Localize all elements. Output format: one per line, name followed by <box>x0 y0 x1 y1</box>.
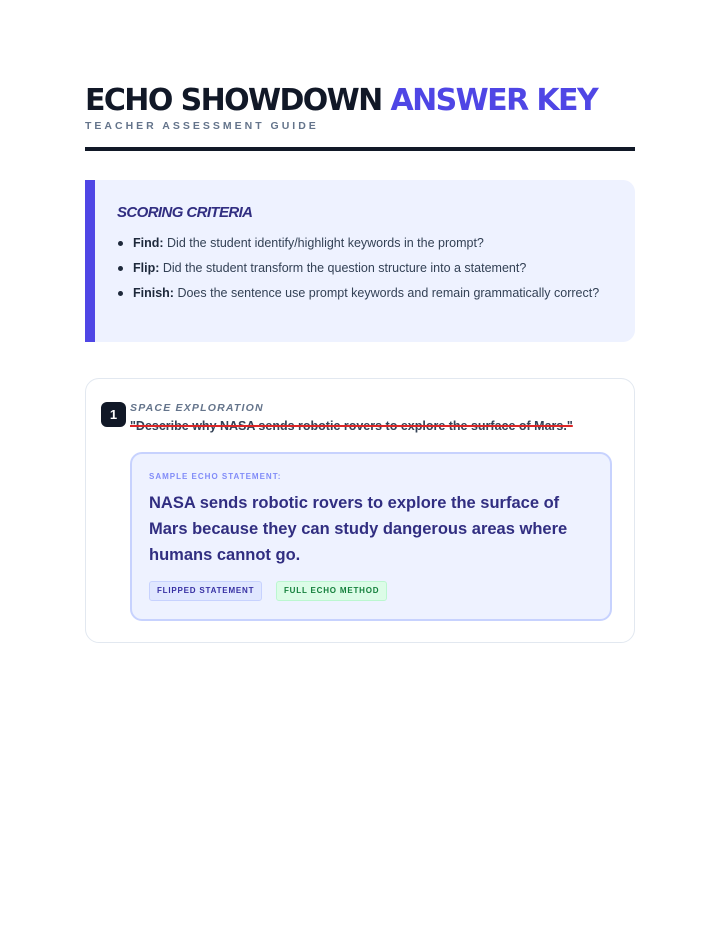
criteria-text: Did the student identify/highlight keywords in the prompt? <box>167 236 484 250</box>
question-number-badge: 1 <box>101 402 126 427</box>
criteria-heading: SCORING CRITERIA <box>117 204 253 221</box>
criteria-list <box>117 234 607 309</box>
page-subtitle: TEACHER ASSESSMENT GUIDE <box>85 120 319 132</box>
title-main: ECHO SHOWDOWN <box>85 83 382 118</box>
criteria-term: Finish: <box>133 286 174 300</box>
question-prompt: "Describe why NASA sends robotic rovers to explore the surface of Mars." <box>130 419 573 433</box>
criteria-text: Does the sentence use prompt keywords and remain grammatically correct? <box>177 286 600 300</box>
page-title <box>85 84 597 118</box>
title-accent: ANSWER KEY <box>390 83 598 118</box>
question-card <box>85 378 635 643</box>
criteria-item-flip <box>117 259 607 277</box>
question-topic: SPACE EXPLORATION <box>130 402 264 414</box>
full-echo-method-tag: FULL ECHO METHOD <box>276 581 387 601</box>
scoring-criteria-box <box>85 180 635 342</box>
criteria-term: Flip: <box>133 261 160 275</box>
bullet-icon <box>118 241 123 246</box>
criteria-item-find <box>117 234 607 252</box>
flipped-statement-tag: FLIPPED STATEMENT <box>149 581 262 601</box>
criteria-text: Did the student transform the question structure into a statement? <box>162 261 527 275</box>
criteria-item-finish <box>117 284 607 302</box>
sample-echo-statement: NASA sends robotic rovers to explore the surface of Mars because they can study dangerous areas where humans cannot go. <box>149 494 568 564</box>
bullet-icon <box>118 291 123 296</box>
sample-answer-box <box>130 452 612 621</box>
criteria-term: Find: <box>133 236 164 250</box>
sample-label: SAMPLE ECHO STATEMENT: <box>149 472 282 481</box>
title-divider <box>85 147 635 151</box>
bullet-icon <box>118 266 123 271</box>
